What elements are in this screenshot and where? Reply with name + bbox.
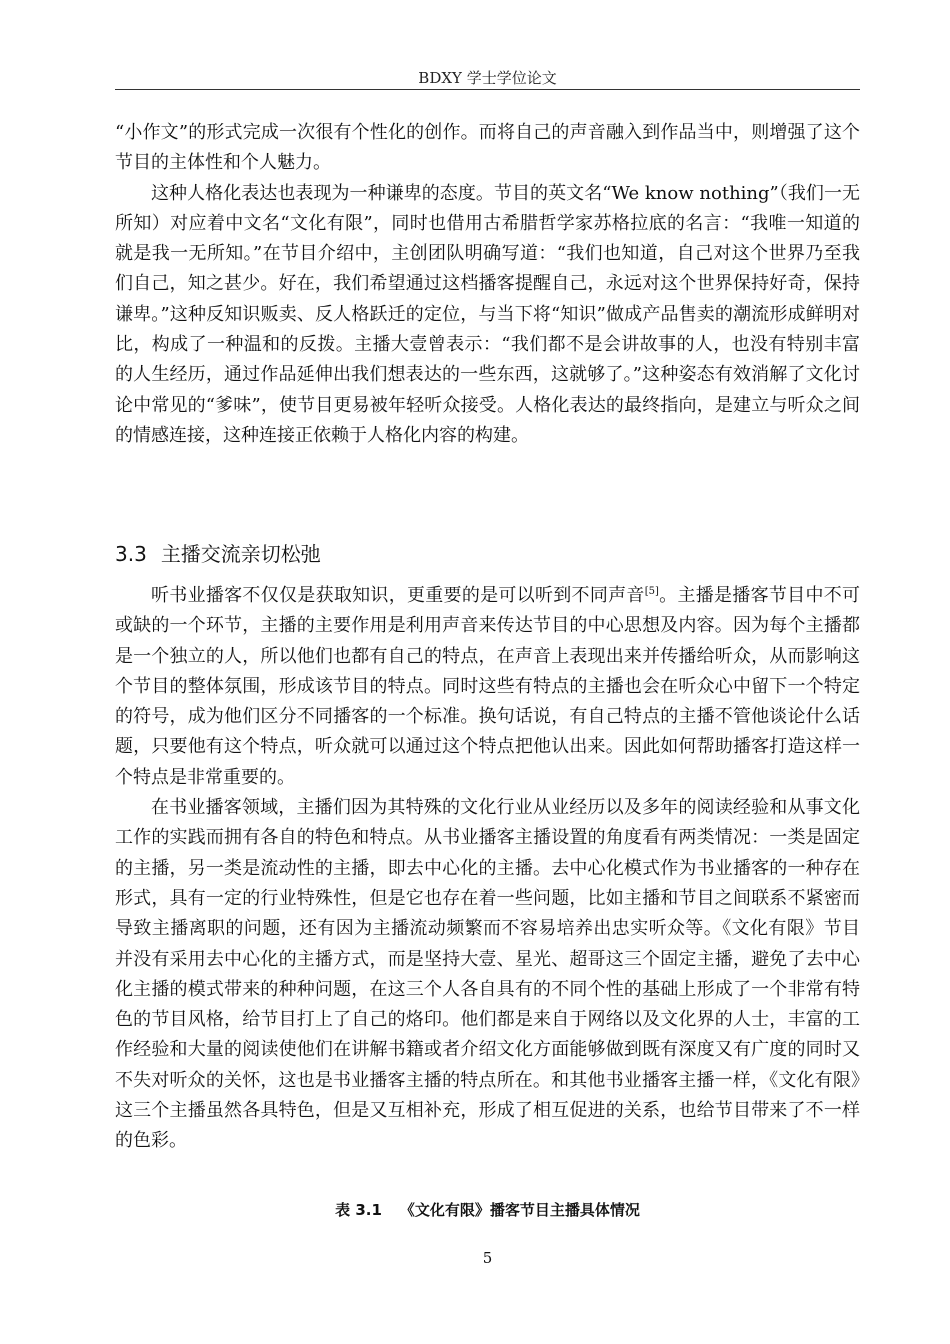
running-header: BDXY 学士学位论文	[418, 69, 557, 87]
header-rule	[115, 89, 860, 90]
paragraph-host-role	[115, 581, 860, 793]
table-caption-title: 《文化有限》播客节目主播具体情况	[399, 1201, 640, 1219]
citation-ref: [5]	[644, 586, 659, 597]
body-text-top	[115, 118, 860, 451]
table-caption-number: 表 3.1	[335, 1201, 382, 1219]
paragraph-text: 听书业播客不仅仅是获取知识，更重要的是可以听到不同声音	[151, 585, 645, 606]
paragraph-text: 。主播是播客节目中不可或缺的一个环节，主播的主要作用是利用声音来传达节目的中心思想及内容。因为每个主播都是一个独立的人，所以他们也都有自己的特点，在声音上表现出来并传播给听众，从而影响这个节目的整体氛围，形成该节目的特点。同时这些有特点的主播也会在听众心中留下一个特定的符号，成为他们区分不同播客的一个标准。换句话说，有自己特点的主播不管他谈论什么话题，只要他有这个特点，听众就可以通过这个特点把他认出来。因此如何帮助播客打造这样一个特点是非常重要的。	[115, 585, 861, 788]
paragraph-humility: 这种人格化表达也表现为一种谦卑的态度。节目的英文名“We know nothing”（我们一无所知）对应着中文名“文化有限”，同时也借用古希腊哲学家苏格拉底的名言：“我唯一知道的就是我一无所知。”在节目介绍中，主创团队明确写道：“我们也知道，自己对这个世界乃至我们自己，知之甚少。好在，我们希望通过这档播客提醒自己，永远对这个世界保持好奇，保持谦卑。”这种反知识贩卖、反人格跃迁的定位，与当下将“知识”做成产品售卖的潮流形成鲜明对比，构成了一种温和的反拨。主播大壹曾表示：“我们都不是会讲故事的人，也没有特别丰富的人生经历，通过作品延伸出我们想表达的一些东西，这就够了。”这种姿态有效消解了文化讨论中常见的“爹味”，使节目更易被年轻听众接受。人格化表达的最终指向，是建立与听众之间的情感连接，这种连接正依赖于人格化内容的构建。	[115, 182, 860, 446]
section-number: 3.3	[115, 542, 147, 566]
body-text-section	[115, 581, 860, 1157]
table-caption	[115, 1199, 860, 1221]
page-number: 5	[482, 1249, 493, 1267]
section-title: 主播交流亲切松弛	[160, 542, 321, 566]
section-heading	[115, 539, 321, 569]
paragraph-host-types: 在书业播客领域，主播们因为其特殊的文化行业从业经历以及多年的阅读经验和从事文化工作的实践而拥有各自的特色和特点。从书业播客主播设置的角度看有两类情况：一类是固定的主播，另一类是流动性的主播，即去中心化的主播。去中心化模式作为书业播客的一种存在形式，具有一定的行业特殊性，但是它也存在着一些问题，比如主播和节目之间联系不紧密而导致主播离职的问题，还有因为主播流动频繁而不容易培养出忠实听众等。《文化有限》节目并没有采用去中心化的主播方式，而是坚持大壹、星光、超哥这三个固定主播，避免了去中心化主播的模式带来的种种问题，在这三个人各自具有的不同个性的基础上形成了一个非常有特色的节目风格，给节目打上了自己的烙印。他们都是来自于网络以及文化界的人士，丰富的工作经验和大量的阅读使他们在讲解书籍或者介绍文化方面能够做到既有深度又有广度的同时又不失对听众的关怀，这也是书业播客主播的特点所在。和其他书业播客主播一样，《文化有限》这三个主播虽然各具特色，但是又互相补充，形成了相互促进的关系，也给节目带来了不一样的色彩。	[115, 797, 860, 1152]
paragraph-continuation: “小作文”的形式完成一次很有个性化的创作。而将自己的声音融入到作品当中，则增强了这个节目的主体性和个人魅力。	[115, 122, 860, 174]
